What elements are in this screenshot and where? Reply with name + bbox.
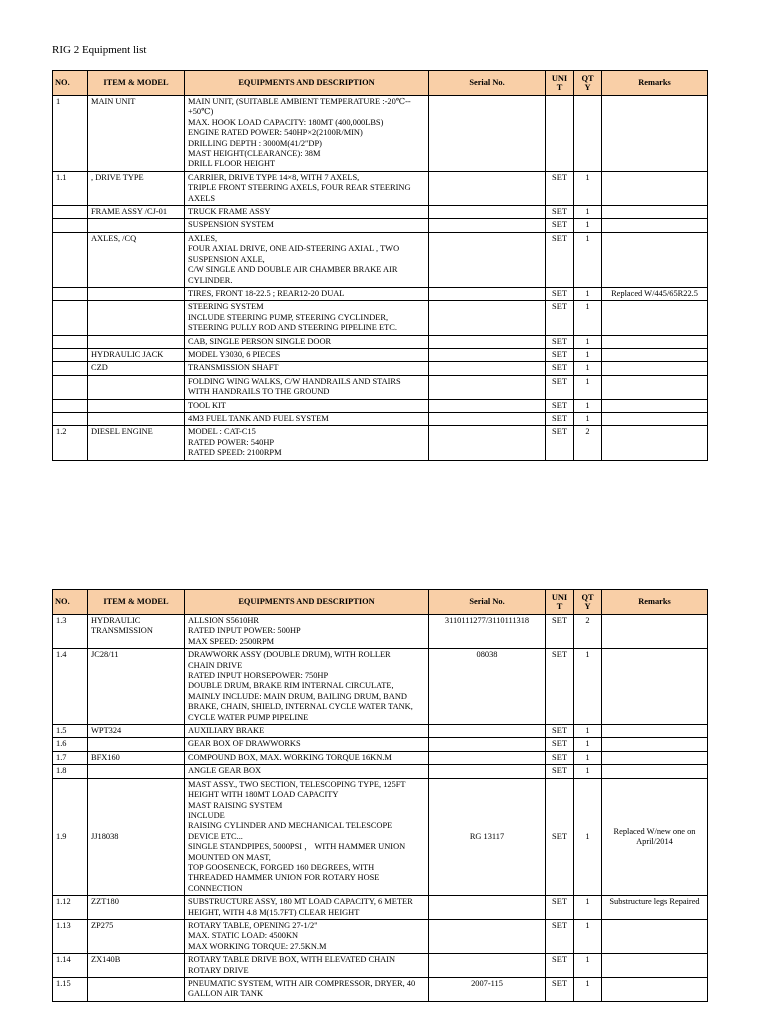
cell-remarks	[602, 954, 708, 978]
cell-serial	[429, 751, 546, 764]
cell-serial	[429, 954, 546, 978]
table-header-row	[53, 71, 708, 96]
cell-description: MODEL Y3030, 6 PIECES	[185, 348, 429, 361]
cell-description: TRANSMISSION SHAFT	[185, 362, 429, 375]
cell-item-model	[88, 335, 185, 348]
cell-unit: SET	[546, 978, 574, 1002]
cell-unit: SET	[546, 348, 574, 361]
cell-unit: SET	[546, 335, 574, 348]
cell-serial	[429, 426, 546, 460]
cell-no: 1.1	[53, 171, 88, 205]
cell-unit: SET	[546, 171, 574, 205]
cell-serial	[429, 399, 546, 412]
table-row	[53, 649, 708, 725]
cell-item-model	[88, 412, 185, 425]
table-row	[53, 615, 708, 649]
cell-unit: SET	[546, 738, 574, 751]
cell-serial: 3110111277/3110111318	[429, 615, 546, 649]
cell-no: 1.2	[53, 426, 88, 460]
cell-description: FOLDING WING WALKS, C/W HANDRAILS AND STAIRS WITH HANDRAILS TO THE GROUND	[185, 375, 429, 399]
cell-no: 1.14	[53, 954, 88, 978]
cell-item-model	[88, 219, 185, 232]
cell-remarks	[602, 725, 708, 738]
cell-qty: 1	[574, 362, 602, 375]
cell-no: 1.3	[53, 615, 88, 649]
cell-unit: SET	[546, 375, 574, 399]
cell-qty: 1	[574, 287, 602, 300]
table-row	[53, 171, 708, 205]
cell-item-model	[88, 738, 185, 751]
cell-item-model: FRAME ASSY /CJ-01	[88, 206, 185, 219]
header-qty: QT Y	[574, 590, 602, 615]
cell-serial	[429, 171, 546, 205]
table-row	[53, 426, 708, 460]
cell-no	[53, 362, 88, 375]
cell-serial	[429, 232, 546, 287]
cell-description: TOOL KIT	[185, 399, 429, 412]
cell-item-model	[88, 375, 185, 399]
cell-remarks	[602, 978, 708, 1002]
cell-description: TRUCK FRAME ASSY	[185, 206, 429, 219]
cell-item-model: MAIN UNIT	[88, 96, 185, 172]
table-row	[53, 412, 708, 425]
cell-remarks	[602, 765, 708, 778]
cell-item-model: JJ18038	[88, 778, 185, 895]
table-row	[53, 362, 708, 375]
cell-item-model: WPT324	[88, 725, 185, 738]
cell-description: AUXILIARY BRAKE	[185, 725, 429, 738]
cell-remarks	[602, 301, 708, 335]
cell-qty: 1	[574, 751, 602, 764]
cell-remarks	[602, 615, 708, 649]
cell-qty: 1	[574, 978, 602, 1002]
cell-serial	[429, 96, 546, 172]
cell-qty: 1	[574, 301, 602, 335]
table-row	[53, 375, 708, 399]
cell-remarks	[602, 412, 708, 425]
cell-unit: SET	[546, 287, 574, 300]
table-row	[53, 738, 708, 751]
cell-serial: 08038	[429, 649, 546, 725]
cell-unit: SET	[546, 725, 574, 738]
cell-item-model: DIESEL ENGINE	[88, 426, 185, 460]
cell-qty: 1	[574, 412, 602, 425]
cell-remarks	[602, 362, 708, 375]
table-row	[53, 751, 708, 764]
cell-item-model	[88, 301, 185, 335]
header-unit: UNI T	[546, 590, 574, 615]
cell-unit: SET	[546, 219, 574, 232]
cell-item-model: , DRIVE TYPE	[88, 171, 185, 205]
cell-remarks	[602, 751, 708, 764]
cell-serial: RG 13117	[429, 778, 546, 895]
cell-description: DRAWWORK ASSY (DOUBLE DRUM), WITH ROLLER CHAIN DRIVE RATED INPUT HORSEPOWER: 750HP DOUBLE DRUM, BRAKE RIM INTERNAL CIRCULATE, MAINLY INCLUDE: MAIN DRUM, BAILING DRUM, BAND BRAKE, CHAIN, SHIELD, INTERNAL CYCLE WATER TANK, CYCLE WATER PUMP PIPELINE	[185, 649, 429, 725]
cell-description: SUSPENSION SYSTEM	[185, 219, 429, 232]
cell-remarks	[602, 96, 708, 172]
cell-remarks	[602, 649, 708, 725]
cell-unit: SET	[546, 206, 574, 219]
cell-unit: SET	[546, 399, 574, 412]
cell-no	[53, 399, 88, 412]
table-row	[53, 206, 708, 219]
cell-qty: 1	[574, 765, 602, 778]
cell-item-model: HYDRAULIC TRANSMISSION	[88, 615, 185, 649]
table-header-row	[53, 590, 708, 615]
cell-qty: 2	[574, 426, 602, 460]
cell-qty: 1	[574, 335, 602, 348]
cell-serial	[429, 287, 546, 300]
cell-remarks	[602, 171, 708, 205]
cell-no: 1.8	[53, 765, 88, 778]
cell-qty: 1	[574, 954, 602, 978]
cell-no: 1.5	[53, 725, 88, 738]
cell-serial	[429, 412, 546, 425]
cell-no	[53, 412, 88, 425]
cell-serial	[429, 896, 546, 920]
cell-no: 1.4	[53, 649, 88, 725]
cell-description: ROTARY TABLE, OPENING 27-1/2" MAX. STATIC LOAD: 4500KN MAX WORKING TORQUE: 27.5KN.M	[185, 919, 429, 953]
cell-qty: 1	[574, 725, 602, 738]
table-row	[53, 778, 708, 895]
table-row	[53, 978, 708, 1002]
cell-qty: 1	[574, 778, 602, 895]
cell-unit: SET	[546, 896, 574, 920]
header-remarks: Remarks	[602, 71, 708, 96]
cell-item-model: ZX140B	[88, 954, 185, 978]
header-no: NO.	[53, 71, 88, 96]
cell-no	[53, 348, 88, 361]
cell-qty: 1	[574, 232, 602, 287]
equipment-table-1	[52, 70, 708, 461]
cell-serial	[429, 301, 546, 335]
cell-unit: SET	[546, 362, 574, 375]
cell-qty: 1	[574, 206, 602, 219]
document-title: RIG 2 Equipment list	[52, 44, 147, 56]
cell-description: COMPOUND BOX, MAX. WORKING TORQUE 16KN.M	[185, 751, 429, 764]
cell-serial	[429, 219, 546, 232]
header-no: NO.	[53, 590, 88, 615]
cell-no	[53, 232, 88, 287]
table-row	[53, 725, 708, 738]
cell-description: ANGLE GEAR BOX	[185, 765, 429, 778]
cell-description: CAB, SINGLE PERSON SINGLE DOOR	[185, 335, 429, 348]
cell-remarks	[602, 206, 708, 219]
header-serial: Serial No.	[429, 590, 546, 615]
cell-description: CARRIER, DRIVE TYPE 14×8, WITH 7 AXELS, TRIPLE FRONT STEERING AXELS, FOUR REAR STEERING AXELS	[185, 171, 429, 205]
cell-serial	[429, 725, 546, 738]
cell-serial: 2007-115	[429, 978, 546, 1002]
header-item-model: ITEM & MODEL	[88, 590, 185, 615]
table-row	[53, 219, 708, 232]
header-description: EQUIPMENTS AND DESCRIPTION	[185, 71, 429, 96]
cell-qty: 1	[574, 375, 602, 399]
cell-remarks	[602, 348, 708, 361]
table-row	[53, 96, 708, 172]
cell-no	[53, 301, 88, 335]
cell-remarks: Replaced W/445/65R22.5	[602, 287, 708, 300]
cell-no	[53, 219, 88, 232]
cell-no: 1.12	[53, 896, 88, 920]
header-item-model: ITEM & MODEL	[88, 71, 185, 96]
cell-description: TIRES, FRONT 18-22.5 ; REAR12-20 DUAL	[185, 287, 429, 300]
header-description: EQUIPMENTS AND DESCRIPTION	[185, 590, 429, 615]
cell-no: 1.15	[53, 978, 88, 1002]
cell-qty: 1	[574, 399, 602, 412]
cell-description: 4M3 FUEL TANK AND FUEL SYSTEM	[185, 412, 429, 425]
table-row	[53, 954, 708, 978]
cell-serial	[429, 335, 546, 348]
cell-qty: 1	[574, 171, 602, 205]
header-remarks: Remarks	[602, 590, 708, 615]
equipment-table-2	[52, 589, 708, 1002]
cell-no	[53, 335, 88, 348]
table-row	[53, 232, 708, 287]
cell-no: 1.9	[53, 778, 88, 895]
cell-unit: SET	[546, 232, 574, 287]
cell-unit: SET	[546, 301, 574, 335]
cell-description: GEAR BOX OF DRAWWORKS	[185, 738, 429, 751]
cell-serial	[429, 206, 546, 219]
cell-description: PNEUMATIC SYSTEM, WITH AIR COMPRESSOR, DRYER, 40 GALLON AIR TANK	[185, 978, 429, 1002]
cell-remarks: Replaced W/new one on April/2014	[602, 778, 708, 895]
header-serial: Serial No.	[429, 71, 546, 96]
cell-description: SUBSTRUCTURE ASSY, 180 MT LOAD CAPACITY, 6 METER HEIGHT, WITH 4.8 M(15.7FT) CLEAR HEIGHT	[185, 896, 429, 920]
cell-remarks: Substructure legs Repaired	[602, 896, 708, 920]
table-row	[53, 287, 708, 300]
cell-no	[53, 287, 88, 300]
cell-unit: SET	[546, 615, 574, 649]
cell-no	[53, 375, 88, 399]
cell-item-model	[88, 978, 185, 1002]
cell-qty: 1	[574, 219, 602, 232]
cell-serial	[429, 362, 546, 375]
cell-no: 1.13	[53, 919, 88, 953]
cell-unit: SET	[546, 954, 574, 978]
cell-unit	[546, 96, 574, 172]
cell-description: STEERING SYSTEM INCLUDE STEERING PUMP, STEERING CYCLINDER, STEERING PULLY ROD AND STEERING PIPELINE ETC.	[185, 301, 429, 335]
table-row	[53, 348, 708, 361]
cell-remarks	[602, 426, 708, 460]
cell-remarks	[602, 399, 708, 412]
cell-item-model: HYDRAULIC JACK	[88, 348, 185, 361]
cell-remarks	[602, 738, 708, 751]
cell-unit: SET	[546, 426, 574, 460]
cell-serial	[429, 919, 546, 953]
cell-item-model: BFX160	[88, 751, 185, 764]
cell-qty: 1	[574, 348, 602, 361]
cell-no	[53, 206, 88, 219]
cell-remarks	[602, 375, 708, 399]
cell-item-model	[88, 287, 185, 300]
cell-serial	[429, 765, 546, 778]
cell-item-model: ZP275	[88, 919, 185, 953]
cell-item-model: ZZT180	[88, 896, 185, 920]
cell-description: AXLES, FOUR AXIAL DRIVE, ONE AID-STEERING AXIAL , TWO SUSPENSION AXLE, C/W SINGLE AND DOUBLE AIR CHAMBER BRAKE AIR CYLINDER.	[185, 232, 429, 287]
cell-remarks	[602, 919, 708, 953]
cell-unit: SET	[546, 778, 574, 895]
table-row	[53, 399, 708, 412]
cell-unit: SET	[546, 919, 574, 953]
cell-unit: SET	[546, 412, 574, 425]
table-row	[53, 765, 708, 778]
cell-item-model: JC28/11	[88, 649, 185, 725]
cell-description: ROTARY TABLE DRIVE BOX, WITH ELEVATED CHAIN ROTARY DRIVE	[185, 954, 429, 978]
table-row	[53, 335, 708, 348]
table-row	[53, 301, 708, 335]
cell-unit: SET	[546, 765, 574, 778]
cell-qty: 1	[574, 919, 602, 953]
cell-serial	[429, 375, 546, 399]
cell-unit: SET	[546, 649, 574, 725]
cell-item-model	[88, 399, 185, 412]
cell-no: 1.6	[53, 738, 88, 751]
cell-unit: SET	[546, 751, 574, 764]
cell-item-model	[88, 765, 185, 778]
cell-remarks	[602, 219, 708, 232]
table-row	[53, 919, 708, 953]
cell-description: MAST ASSY., TWO SECTION, TELESCOPING TYPE, 125FT HEIGHT WITH 180MT LOAD CAPACITY MAST RAISING SYSTEM INCLUDE RAISING CYLINDER AND MECHANICAL TELESCOPE DEVICE ETC... SINGLE STANDPIPES, 5000PSI ， WITH HAMMER UNION MOUNTED ON MAST, TOP GOOSENECK, FORGED 160 DEGREES, WITH THREADED HAMMER UNION FOR ROTARY HOSE CONNECTION	[185, 778, 429, 895]
cell-description: ALLSION S5610HR RATED INPUT POWER: 500HP MAX SPEED: 2500RPM	[185, 615, 429, 649]
cell-serial	[429, 348, 546, 361]
cell-description: MAIN UNIT, (SUITABLE AMBIENT TEMPERATURE :-20℃-- +50℃) MAX. HOOK LOAD CAPACITY: 180MT (400,000LBS) ENGINE RATED POWER: 540HP×2(2100R/MIN) DRILLING DEPTH : 3000M(41/2"DP) MAST HEIGHT(CLEARANCE): 38M DRILL FLOOR HEIGHT	[185, 96, 429, 172]
header-unit: UNI T	[546, 71, 574, 96]
cell-qty: 1	[574, 738, 602, 751]
cell-no: 1.7	[53, 751, 88, 764]
cell-qty	[574, 96, 602, 172]
cell-qty: 1	[574, 649, 602, 725]
cell-serial	[429, 738, 546, 751]
cell-remarks	[602, 232, 708, 287]
cell-item-model: AXLES, /CQ	[88, 232, 185, 287]
header-qty: QT Y	[574, 71, 602, 96]
cell-remarks	[602, 335, 708, 348]
cell-qty: 2	[574, 615, 602, 649]
cell-qty: 1	[574, 896, 602, 920]
cell-no: 1	[53, 96, 88, 172]
cell-description: MODEL : CAT-C15 RATED POWER: 540HP RATED SPEED: 2100RPM	[185, 426, 429, 460]
table-row	[53, 896, 708, 920]
cell-item-model: CZD	[88, 362, 185, 375]
